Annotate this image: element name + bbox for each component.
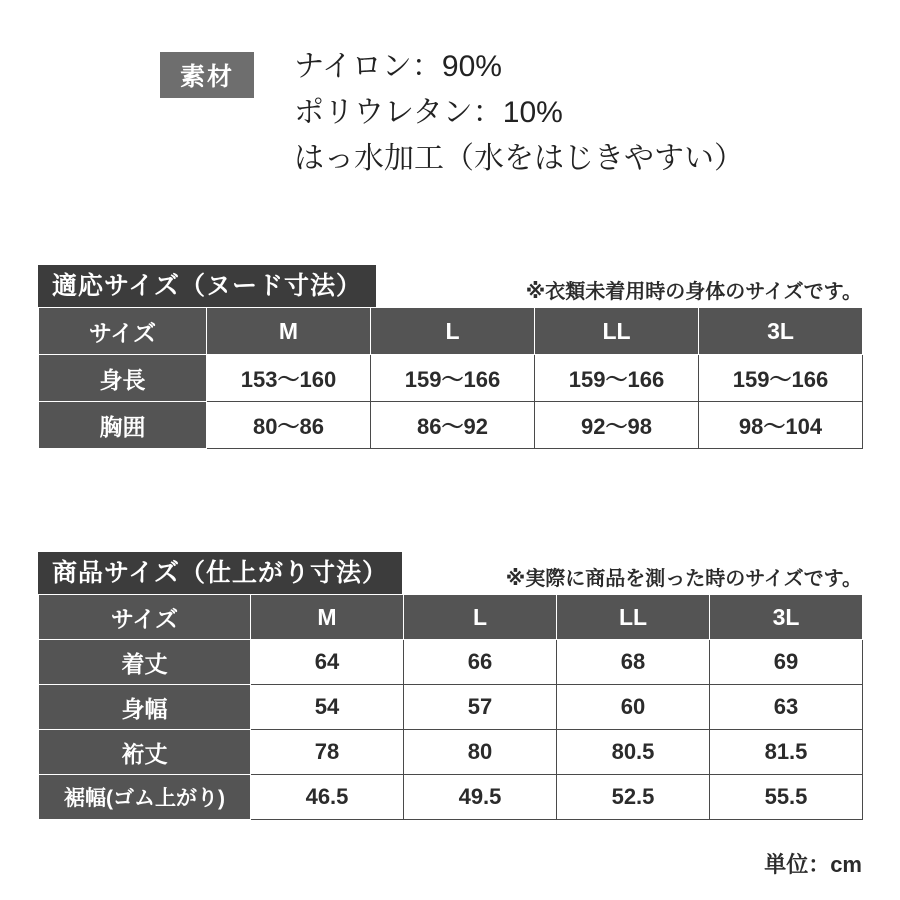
column-header-ll: LL: [535, 308, 699, 355]
fit-size-header-row: [38, 265, 862, 307]
cell-width-l: 57: [404, 685, 557, 730]
row-label-chest: 胸囲: [39, 402, 207, 449]
table-row: [39, 685, 863, 730]
product-size-section: [38, 552, 862, 820]
row-label-height: 身長: [39, 355, 207, 402]
cell-chest-ll: 92〜98: [535, 402, 699, 449]
row-label-sleeve: 裄丈: [39, 730, 251, 775]
cell-chest-m: 80〜86: [207, 402, 371, 449]
column-header-l: L: [404, 595, 557, 640]
material-line-2: ポリウレタン：10%: [294, 96, 563, 129]
cell-height-ll: 159〜166: [535, 355, 699, 402]
cell-length-3l: 69: [710, 640, 863, 685]
row-label-hem: 裾幅(ゴム上がり): [39, 775, 251, 820]
fit-size-section: [38, 265, 862, 449]
cell-sleeve-m: 78: [251, 730, 404, 775]
cell-hem-m: 46.5: [251, 775, 404, 820]
cell-width-m: 54: [251, 685, 404, 730]
cell-width-ll: 60: [557, 685, 710, 730]
cell-sleeve-ll: 80.5: [557, 730, 710, 775]
cell-height-m: 153〜160: [207, 355, 371, 402]
cell-height-3l: 159〜166: [699, 355, 863, 402]
material-text: [294, 44, 744, 182]
table-header-row: [39, 595, 863, 640]
column-header-l: L: [371, 308, 535, 355]
cell-length-m: 64: [251, 640, 404, 685]
column-header-3l: 3L: [710, 595, 863, 640]
fit-size-table: [38, 307, 863, 449]
product-size-table: [38, 594, 863, 820]
column-header-m: M: [207, 308, 371, 355]
table-row: [39, 775, 863, 820]
material-tag: 素材: [160, 52, 254, 98]
table-row: [39, 355, 863, 402]
cell-length-ll: 68: [557, 640, 710, 685]
cell-hem-ll: 52.5: [557, 775, 710, 820]
column-header-m: M: [251, 595, 404, 640]
product-size-note: ※実際に商品を測った時のサイズです。: [505, 568, 862, 590]
table-row: [39, 730, 863, 775]
product-size-title: 商品サイズ（仕上がり寸法）: [38, 552, 402, 594]
fit-size-note: ※衣類未着用時の身体のサイズです。: [525, 281, 862, 303]
material-section: [160, 52, 744, 182]
cell-hem-3l: 55.5: [710, 775, 863, 820]
cell-height-l: 159〜166: [371, 355, 535, 402]
table-row: [39, 402, 863, 449]
cell-hem-l: 49.5: [404, 775, 557, 820]
column-header-ll: LL: [557, 595, 710, 640]
column-header-size: サイズ: [39, 595, 251, 640]
cell-sleeve-l: 80: [404, 730, 557, 775]
cell-chest-l: 86〜92: [371, 402, 535, 449]
cell-length-l: 66: [404, 640, 557, 685]
row-label-length: 着丈: [39, 640, 251, 685]
table-row: [39, 640, 863, 685]
cell-width-3l: 63: [710, 685, 863, 730]
column-header-3l: 3L: [699, 308, 863, 355]
unit-label: 単位：cm: [764, 852, 862, 877]
cell-chest-3l: 98〜104: [699, 402, 863, 449]
product-size-header-row: [38, 552, 862, 594]
column-header-size: サイズ: [39, 308, 207, 355]
table-header-row: [39, 308, 863, 355]
cell-sleeve-3l: 81.5: [710, 730, 863, 775]
material-line-3: はっ水加工（水をはじきやすい）: [294, 142, 744, 175]
material-line-1: ナイロン：90%: [294, 50, 502, 83]
row-label-width: 身幅: [39, 685, 251, 730]
fit-size-title: 適応サイズ（ヌード寸法）: [38, 265, 376, 307]
